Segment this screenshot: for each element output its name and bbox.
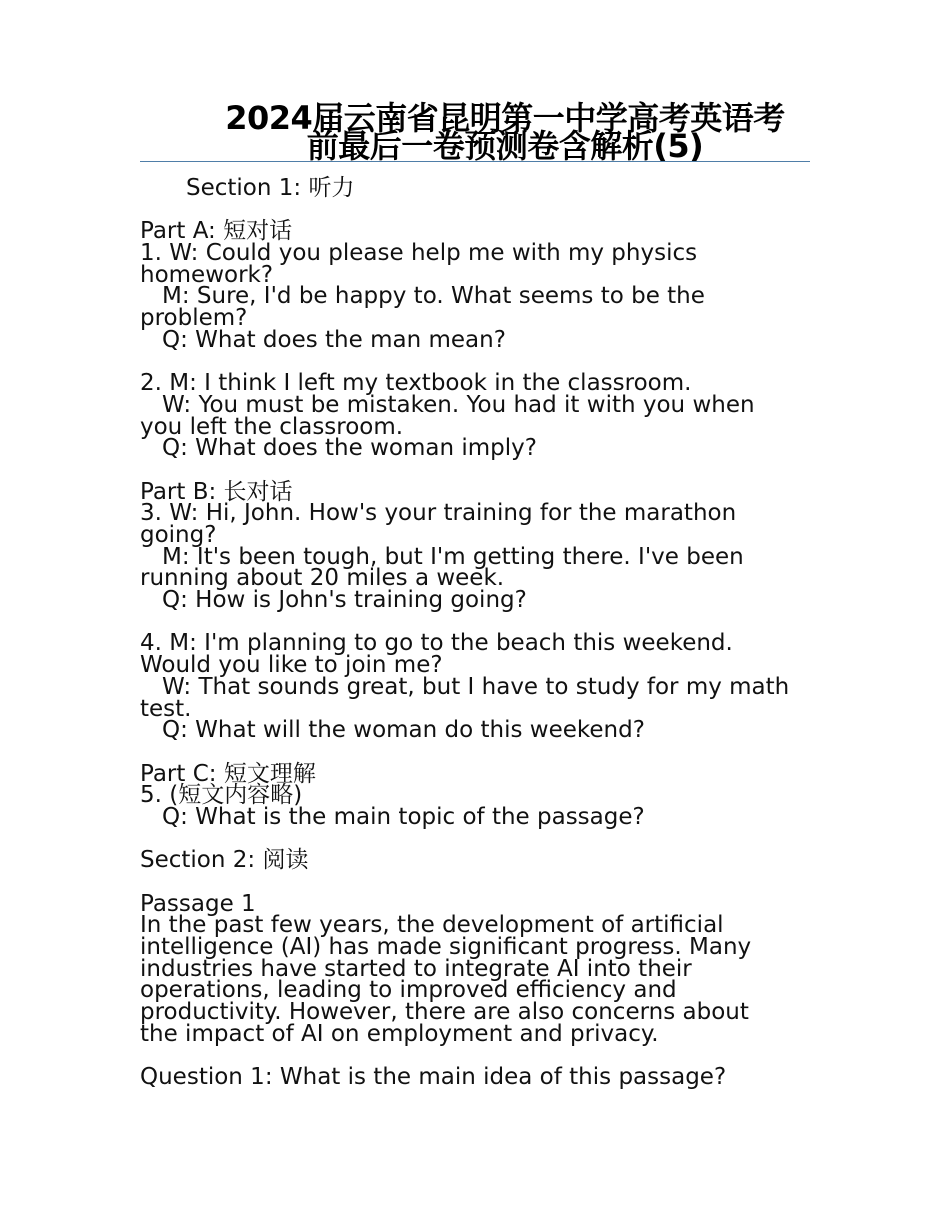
q3-line: going? <box>140 522 217 548</box>
question-5 <box>140 782 820 830</box>
passage-line: industries have started to integrate AI into their <box>140 955 692 982</box>
q4-line: Would you like to join me? <box>140 652 443 679</box>
q2-line: you left the classroom. <box>140 413 404 440</box>
q4-line: W: That sounds great, but I have to study for my math <box>162 673 790 700</box>
document-body <box>140 175 820 1091</box>
passage-1-heading: Passage 1 <box>140 890 256 917</box>
q1-line: homework? <box>140 261 274 288</box>
q3-line: 3. W: Hi, John. How's your training for the marathon <box>140 500 737 527</box>
section-2-heading: Section 2: 阅读 <box>140 847 309 874</box>
title-line-2: 前最后一卷预测卷含解析(5) <box>306 127 704 165</box>
q1-question: Q: What does the man mean? <box>162 326 506 353</box>
passage-line: the impact of AI on employment and privacy. <box>140 1020 659 1047</box>
title-underline <box>140 161 810 162</box>
passage-line: operations, leading to improved efficiency and <box>140 977 677 1004</box>
q5-question: Q: What is the main topic of the passage? <box>162 803 645 830</box>
q3-line: M: It's been tough, but I'm getting there. I've been <box>162 543 744 570</box>
document-title <box>140 99 810 165</box>
q1-line: M: Sure, I'd be happy to. What seems to be the <box>162 283 705 310</box>
q1-line: 1. W: Could you please help me with my physics <box>140 240 698 267</box>
reading-question-1: Question 1: What is the main idea of this passage? <box>140 1064 727 1091</box>
passage-1-text <box>140 912 820 1047</box>
q3-question: Q: How is John's training going? <box>162 587 527 614</box>
q2-line: W: You must be mistaken. You had it with you when <box>162 391 755 418</box>
part-a-heading: Part A: 短对话 <box>140 218 293 245</box>
q2-question: Q: What does the woman imply? <box>162 435 537 462</box>
part-b-heading: Part B: 长对话 <box>140 478 293 505</box>
part-c-heading: Part C: 短文理解 <box>140 760 316 787</box>
question-1 <box>140 240 820 353</box>
q4-line: 4. M: I'm planning to go to the beach this weekend. <box>140 630 733 657</box>
q1-line: problem? <box>140 305 248 332</box>
passage-line: productivity. However, there are also concerns about <box>140 999 749 1026</box>
question-3 <box>140 500 820 614</box>
passage-line: intelligence (AI) has made significant progress. Many <box>140 934 752 961</box>
question-4 <box>140 630 820 744</box>
q5-line: 5. (短文内容略) <box>140 782 303 809</box>
q4-question: Q: What will the woman do this weekend? <box>162 717 645 744</box>
q3-line: running about 20 miles a week. <box>140 565 505 592</box>
passage-line: In the past few years, the development of artificial <box>140 912 724 939</box>
section-1-heading: Section 1: 听力 <box>186 175 355 201</box>
q2-line: 2. M: I think I left my textbook in the classroom. <box>140 370 692 397</box>
title-line-1: 2024届云南省昆明第一中学高考英语考 <box>225 99 785 137</box>
q4-line: test. <box>140 695 192 722</box>
question-2 <box>140 370 820 462</box>
